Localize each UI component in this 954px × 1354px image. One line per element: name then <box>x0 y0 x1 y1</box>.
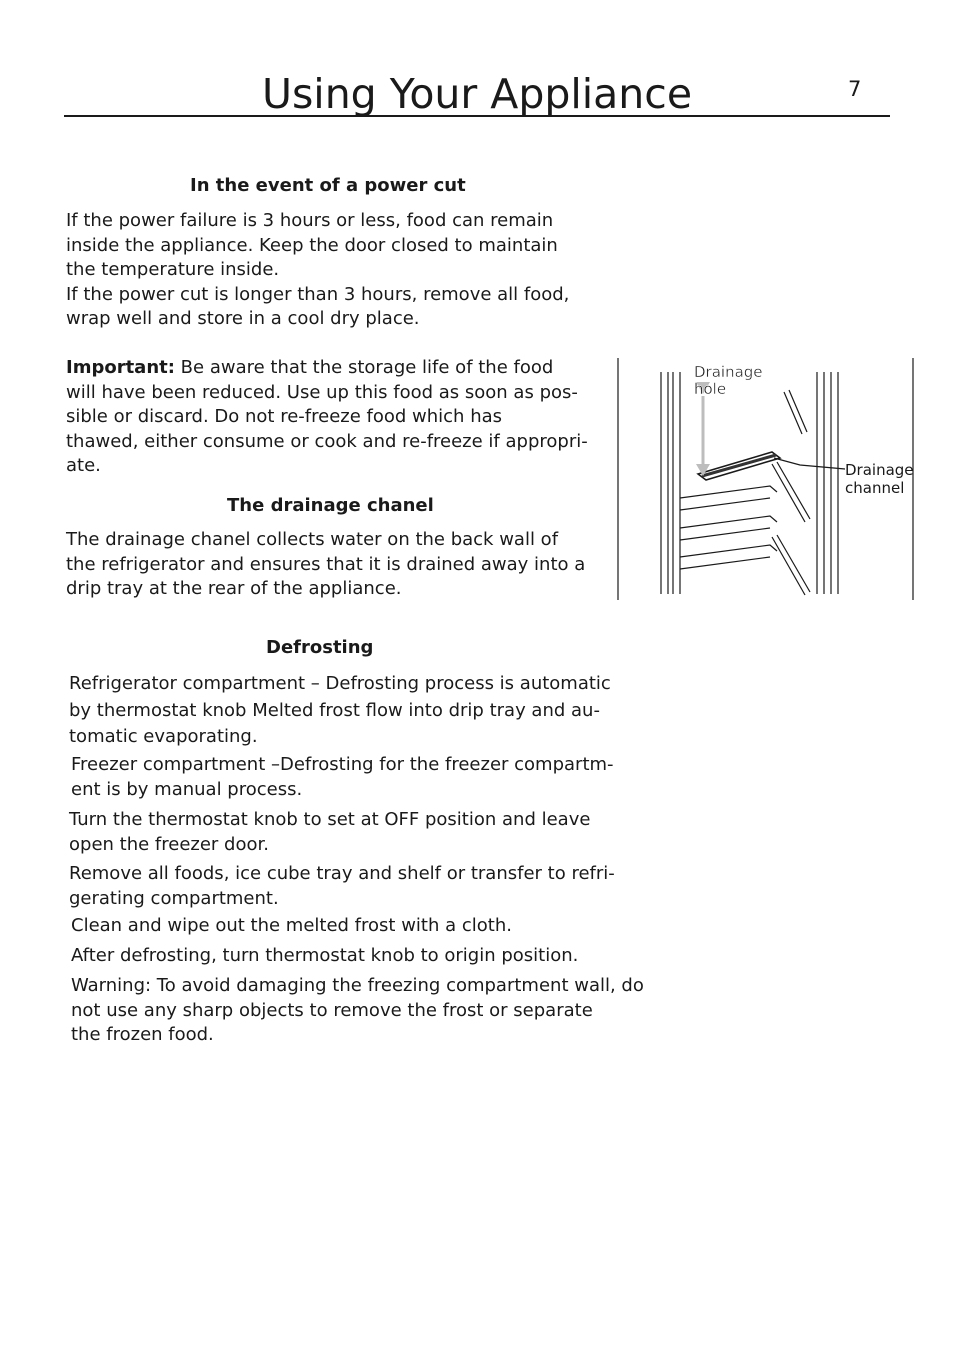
drainage-channel-hatch <box>702 455 776 476</box>
shelf <box>680 516 777 528</box>
text-line: wrap well and store in a cool dry place. <box>66 308 420 329</box>
text-line: inside the appliance. Keep the door closed to maintain <box>66 234 558 256</box>
power-cut-paragraph <box>66 209 569 332</box>
text-line: open the freezer door. <box>69 833 269 855</box>
drainage-hole-label: Drainage <box>694 363 763 381</box>
important-text: Be aware that the storage life of the food <box>174 357 554 378</box>
text-line: After defrosting, turn thermostat knob to origin position. <box>71 945 579 966</box>
page-title: Using Your Appliance <box>261 70 693 118</box>
text-line: the refrigerator and ensures that it is drained away into a <box>66 553 586 575</box>
drainage-channel-label: channel <box>845 479 905 497</box>
drainage-heading: The drainage chanel <box>227 495 434 516</box>
shelf <box>680 545 777 557</box>
text-line: ate. <box>66 455 101 476</box>
back-wall-line <box>777 462 810 519</box>
text-line: thawed, either consume or cook and re-freeze if appropri- <box>66 430 588 452</box>
text-line: Freezer compartment –Defrosting for the freezer compartm- <box>71 754 614 775</box>
text-line: The drainage chanel collects water on the back wall of <box>66 529 559 550</box>
text-line: If the power cut is longer than 3 hours, remove all food, <box>66 283 570 305</box>
back-wall-line <box>772 464 805 522</box>
text-line: Refrigerator compartment – Defrosting process is automatic <box>69 673 611 694</box>
defrost-paragraph-clean <box>71 914 512 939</box>
text-line: If the power failure is 3 hours or less, food can remain <box>66 210 554 231</box>
power-cut-heading: In the event of a power cut <box>190 175 466 196</box>
text-line: the frozen food. <box>71 1024 214 1045</box>
text-line: Clean and wipe out the melted frost with a cloth. <box>71 915 512 936</box>
text-line: drip tray at the rear of the appliance. <box>66 578 402 599</box>
text-line: not use any sharp objects to remove the frost or separate <box>71 999 593 1021</box>
defrost-paragraph-warning <box>71 974 644 1048</box>
drainage-hole-label: hole <box>694 380 727 398</box>
defrost-paragraph-remove <box>69 862 615 911</box>
text-line: the temperature inside. <box>66 259 280 280</box>
drainage-diagram <box>612 352 922 608</box>
text-line: tomatic evaporating. <box>69 726 258 747</box>
text-line: sible or discard. Do not re-freeze food which has <box>66 406 503 427</box>
important-label: Important: <box>66 357 175 378</box>
shelf <box>680 528 770 540</box>
defrost-paragraph-after <box>71 944 578 969</box>
drainage-paragraph <box>66 528 585 602</box>
text-line: Remove all foods, ice cube tray and shelf or transfer to refri- <box>69 863 615 884</box>
back-wall-line <box>777 535 810 592</box>
shelf <box>680 486 777 498</box>
defrosting-heading: Defrosting <box>266 637 374 658</box>
shelf <box>680 557 770 569</box>
text-line: by thermostat knob Melted frost flow into drip tray and au- <box>69 699 600 721</box>
defrost-paragraph-freezer <box>71 753 614 802</box>
text-line: gerating compartment. <box>69 887 279 909</box>
channel-pointer <box>774 458 845 469</box>
drainage-channel-label: Drainage <box>845 461 914 479</box>
text-line <box>66 356 588 381</box>
title-rule <box>64 115 890 117</box>
back-wall-line <box>772 537 805 595</box>
text-line: will have been reduced. Use up this food as soon as pos- <box>66 381 578 403</box>
defrost-paragraph-thermostat <box>69 808 590 857</box>
text-line: Warning: To avoid damaging the freezing compartment wall, do <box>71 975 644 996</box>
text-line: ent is by manual process. <box>71 778 303 800</box>
text-line: Turn the thermostat knob to set at OFF position and leave <box>69 809 591 830</box>
defrost-paragraph-refrigerator <box>69 671 611 751</box>
page-number: 7 <box>848 77 862 101</box>
shelf <box>680 498 770 510</box>
important-paragraph <box>66 356 588 479</box>
